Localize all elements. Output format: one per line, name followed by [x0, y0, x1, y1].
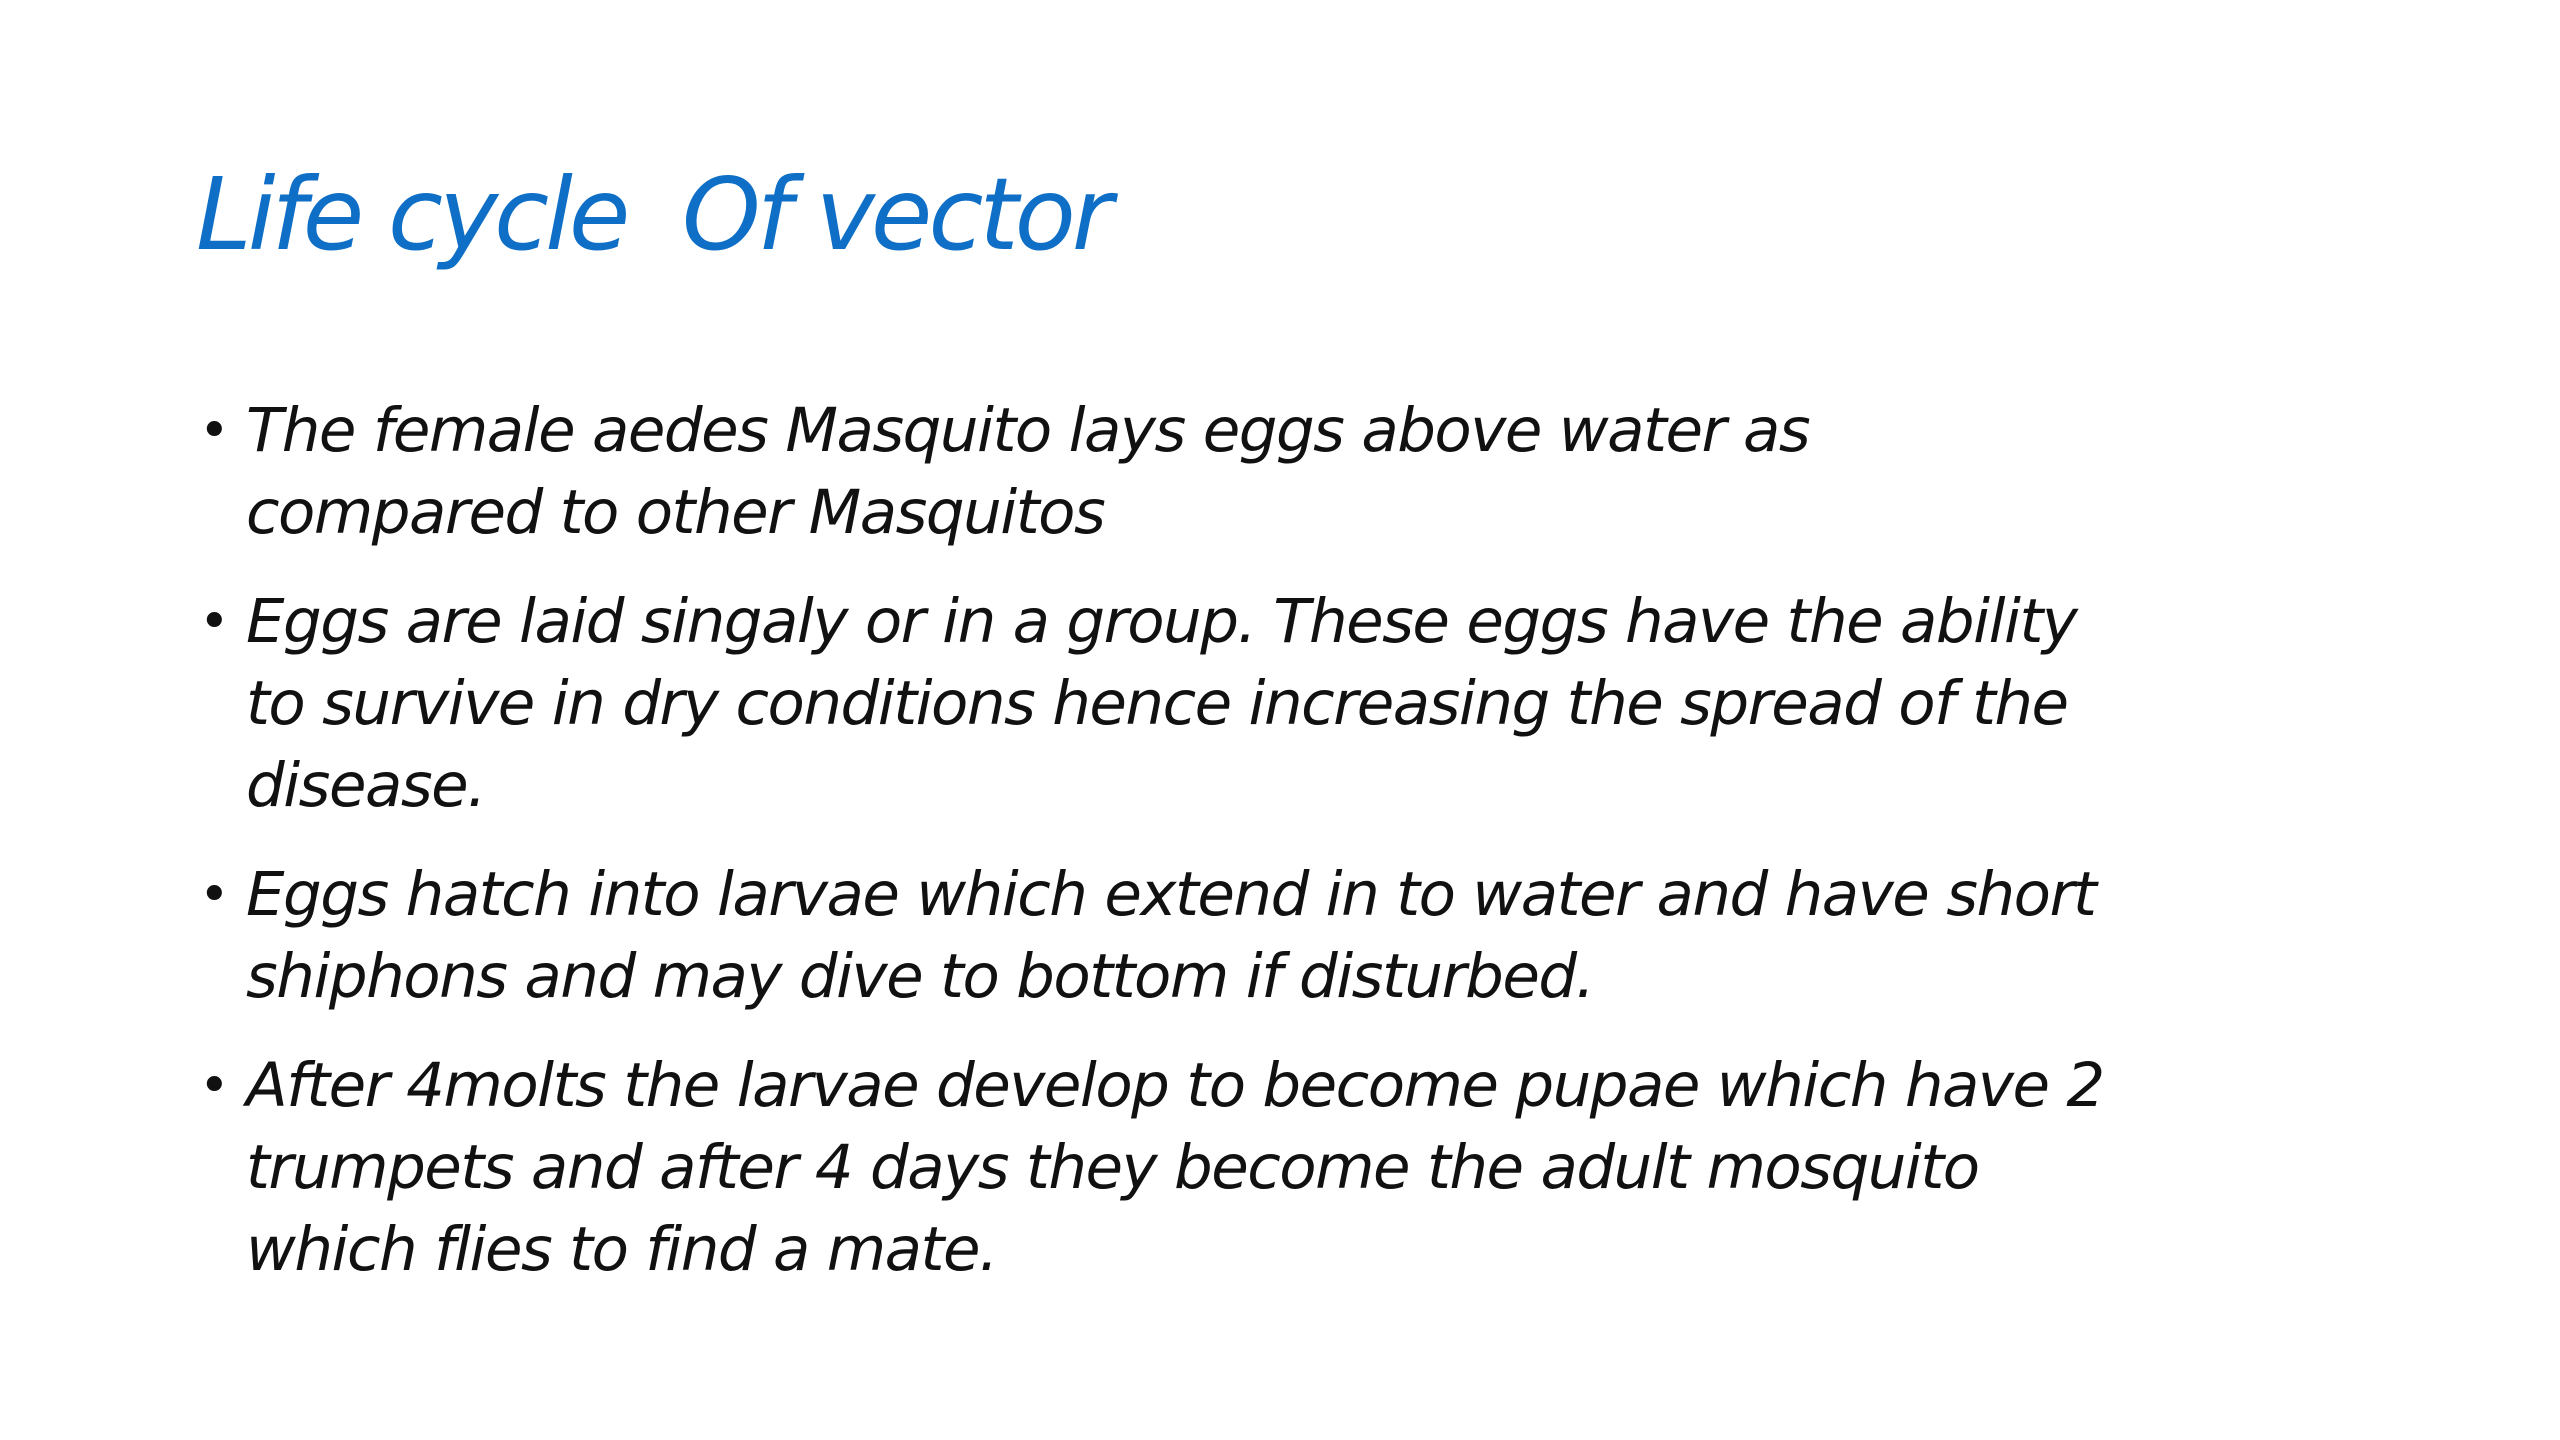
bullet-text-line: which flies to find a mate.: [246, 1214, 997, 1285]
bullet-marker: •: [199, 401, 229, 461]
bullet-item: [196, 581, 2276, 827]
bullet-text-line: trumpets and after 4 days they become the adult mosquito: [246, 1132, 1979, 1203]
bullet-text-line: to survive in dry conditions hence increasing the spread of the: [246, 668, 2068, 739]
slide-title: Life cycle Of vector: [196, 156, 1109, 273]
bullet-text-line: disease.: [246, 750, 486, 821]
bullet-text-line: compared to other Masquitos: [246, 477, 1105, 548]
bullet-marker: •: [199, 865, 229, 925]
bullet-marker: •: [199, 592, 229, 652]
bullet-text-line: Eggs are laid singaly or in a group. These eggs have the ability: [246, 586, 2077, 657]
bullet-item: [196, 854, 2276, 1018]
bullet-item: [196, 1045, 2276, 1291]
bullet-text-line: shiphons and may dive to bottom if disturbed.: [246, 941, 1594, 1012]
bullet-item: [196, 390, 2276, 554]
bullet-list: [196, 390, 2276, 1318]
bullet-text-line: After 4molts the larvae develop to become pupae which have 2: [246, 1050, 2104, 1121]
bullet-text-line: Eggs hatch into larvae which extend in to water and have short: [246, 859, 2096, 930]
bullet-text-line: The female aedes Masquito lays eggs above water as: [246, 395, 1810, 466]
bullet-marker: •: [199, 1056, 229, 1116]
